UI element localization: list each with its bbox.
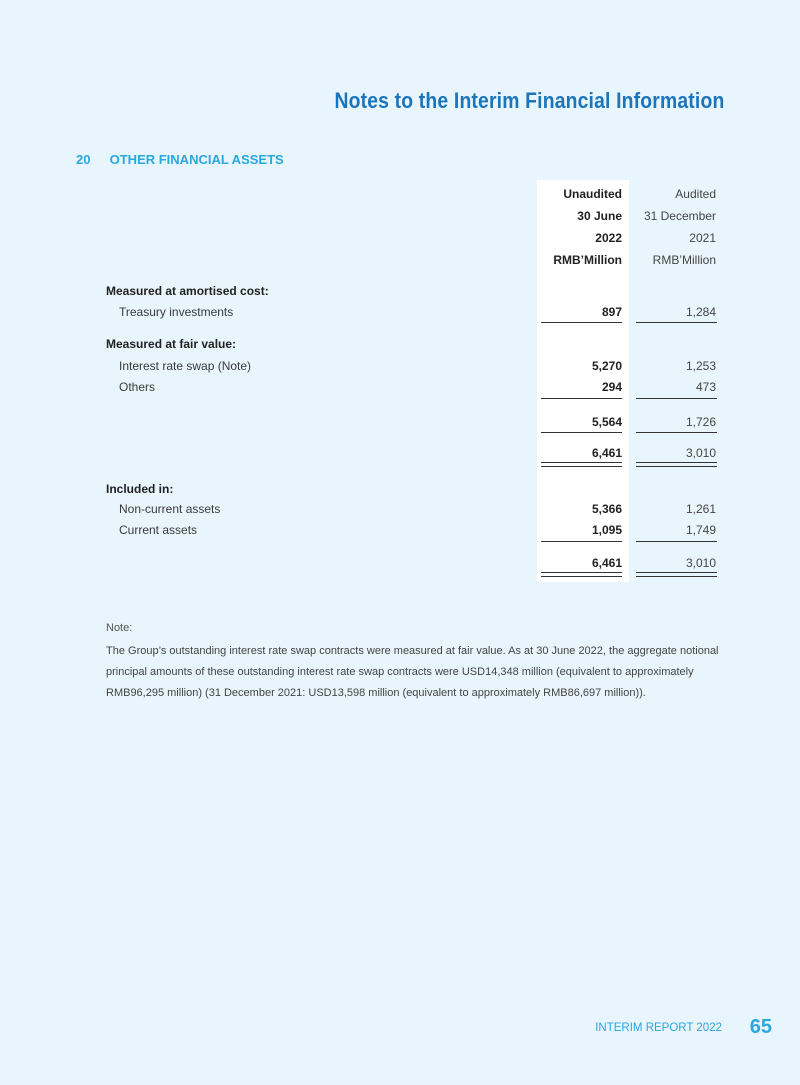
table-row [0, 378, 800, 396]
header-row-4 [0, 251, 800, 269]
noncurrent-2021: 1,261 [685, 502, 716, 516]
included-heading: Included in: [106, 482, 174, 496]
rule [541, 541, 622, 542]
rule [636, 322, 717, 323]
rule [636, 398, 717, 399]
swap-2021: 1,253 [685, 359, 716, 373]
swap-label: Interest rate swap (Note) [119, 359, 252, 373]
amortised-heading-row [0, 282, 800, 300]
section-title: OTHER FINANCIAL ASSETS [109, 152, 284, 167]
others-label: Others [119, 380, 156, 394]
col2-header-date: 31 December [643, 209, 716, 223]
header-row-1 [0, 185, 800, 203]
total2-2022: 6,461 [591, 556, 622, 570]
rule [541, 322, 622, 323]
table-row [0, 357, 800, 375]
subtotal-2022: 5,564 [591, 415, 622, 429]
table-row [0, 500, 800, 518]
included-heading-row [0, 480, 800, 498]
rule [636, 541, 717, 542]
treasury-2021: 1,284 [685, 305, 716, 319]
treasury-label: Treasury investments [119, 305, 234, 319]
rule [541, 398, 622, 399]
current-2021: 1,749 [685, 523, 716, 537]
swap-2022: 5,270 [591, 359, 622, 373]
table-row [0, 303, 800, 321]
rule [541, 432, 622, 433]
others-2022: 294 [601, 380, 622, 394]
total-2022: 6,461 [591, 446, 622, 460]
note-text: The Group’s outstanding interest rate swap contracts were measured at fair value. As at 30 June 2022, the aggregate notional principal amounts of these outstanding interest rate swap contracts were USD14,348 million (equivalent to approximately RMB96,295 million) (31 December 2021: USD13,598 million (equivalent to approximately RMB86,697 million)). [106, 645, 719, 699]
header-row-3 [0, 229, 800, 247]
header-row-2 [0, 207, 800, 225]
current-label: Current assets [119, 523, 198, 537]
others-2021: 473 [695, 380, 716, 394]
page-number: 65 [749, 1016, 772, 1038]
col1-header-date: 30 June [577, 209, 622, 223]
subtotal-row [0, 413, 800, 431]
fair-value-heading: Measured at fair value: [106, 337, 237, 351]
section-heading [76, 152, 284, 167]
col2-header-unit: RMB’Million [652, 253, 716, 267]
noncurrent-label: Non-current assets [119, 502, 221, 516]
treasury-2022: 897 [601, 305, 622, 319]
section-number: 20 [76, 152, 91, 167]
noncurrent-2022: 5,366 [591, 502, 622, 516]
amortised-heading: Measured at amortised cost: [106, 284, 269, 298]
total2-2021: 3,010 [685, 556, 716, 570]
current-2022: 1,095 [591, 523, 622, 537]
subtotal-2021: 1,726 [685, 415, 716, 429]
col1-header-audit: Unaudited [563, 187, 622, 201]
footer-report-label: INTERIM REPORT 2022 [595, 1022, 722, 1034]
note-label: Note: [106, 622, 133, 634]
total-2021: 3,010 [685, 446, 716, 460]
page-title: Notes to the Interim Financial Information [334, 88, 724, 113]
col2-header-year: 2021 [689, 231, 716, 245]
double-rule [636, 462, 717, 467]
double-rule [636, 572, 717, 577]
table-row [0, 521, 800, 539]
total-row [0, 444, 800, 462]
double-rule [541, 462, 622, 467]
col1-header-year: 2022 [595, 231, 622, 245]
total2-row [0, 554, 800, 572]
col1-header-unit: RMB’Million [553, 253, 622, 267]
col2-header-audit: Audited [675, 187, 716, 201]
double-rule [541, 572, 622, 577]
rule [636, 432, 717, 433]
fair-value-heading-row [0, 335, 800, 353]
